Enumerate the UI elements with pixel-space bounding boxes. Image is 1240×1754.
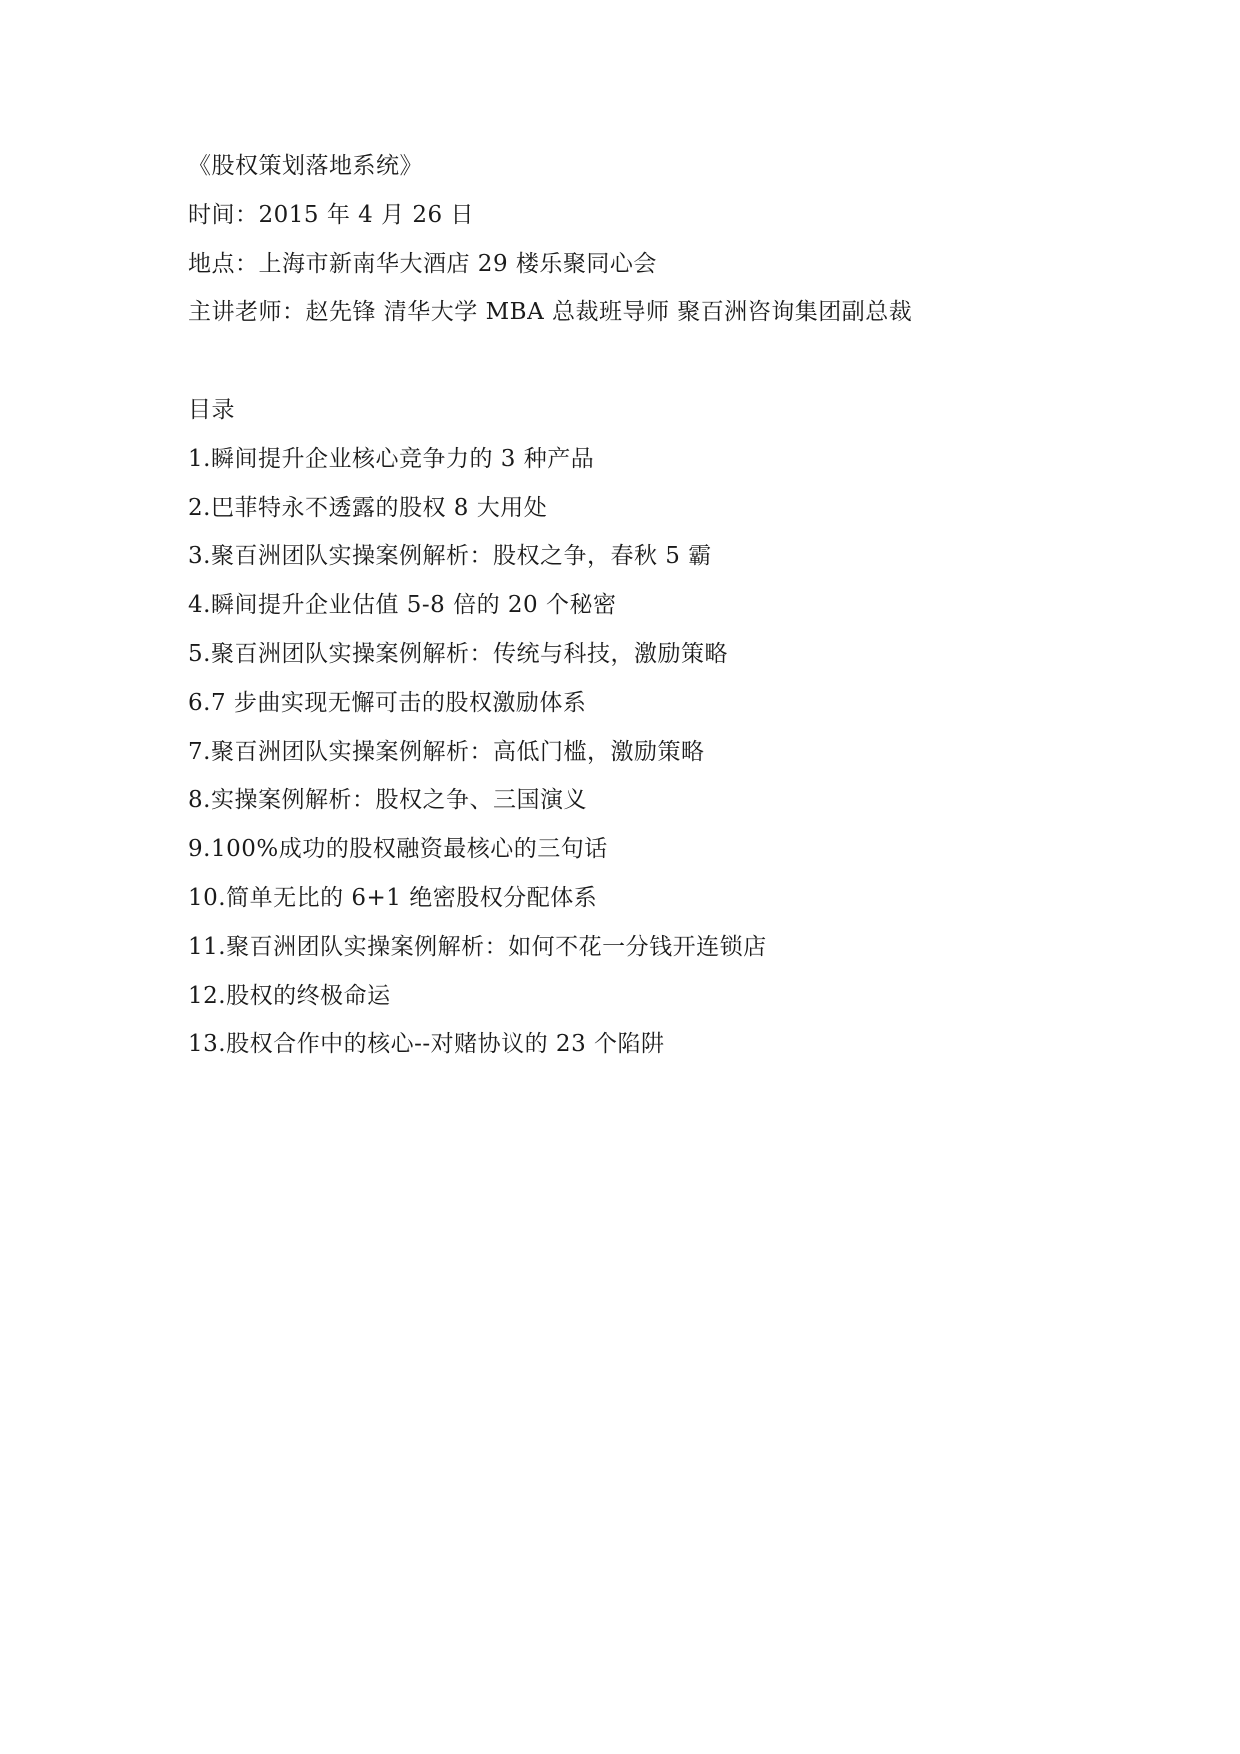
- event-time: 时间：2015 年 4 月 26 日: [188, 201, 474, 228]
- section-gap: [188, 337, 1148, 386]
- toc-item: 11.聚百洲团队实操案例解析：如何不花一分钱开连锁店: [188, 933, 767, 960]
- document-content: [188, 142, 1148, 1069]
- toc-item: 12.股权的终极命运: [188, 982, 391, 1009]
- toc-item: 13.股权合作中的核心--对赌协议的 23 个陷阱: [188, 1031, 665, 1058]
- toc-item: 2.巴菲特永不透露的股权 8 大用处: [188, 494, 548, 521]
- toc-heading: 目录: [188, 396, 235, 423]
- toc-list: [188, 435, 1148, 1069]
- event-lecturer: 主讲老师：赵先锋 清华大学 MBA 总裁班导师 聚百洲咨询集团副总裁: [188, 299, 913, 326]
- toc-item: 5.聚百洲团队实操案例解析：传统与科技，激励策略: [188, 640, 728, 667]
- toc-item: 4.瞬间提升企业估值 5-8 倍的 20 个秘密: [188, 592, 617, 619]
- toc-item: 8.实操案例解析：股权之争、三国演义: [188, 787, 587, 814]
- toc-item: 1.瞬间提升企业核心竞争力的 3 种产品: [188, 445, 595, 472]
- event-location: 地点：上海市新南华大酒店 29 楼乐聚同心会: [188, 250, 657, 277]
- toc-item: 10.简单无比的 6+1 绝密股权分配体系: [188, 884, 598, 911]
- toc-item: 7.聚百洲团队实操案例解析：高低门槛，激励策略: [188, 738, 705, 765]
- document-title: 《股权策划落地系统》: [188, 153, 423, 179]
- toc-item: 6.7 步曲实现无懈可击的股权激励体系: [188, 689, 587, 716]
- toc-item: 9.100%成功的股权融资最核心的三句话: [188, 836, 608, 863]
- toc-item: 3.聚百洲团队实操案例解析：股权之争，春秋 5 霸: [188, 543, 712, 570]
